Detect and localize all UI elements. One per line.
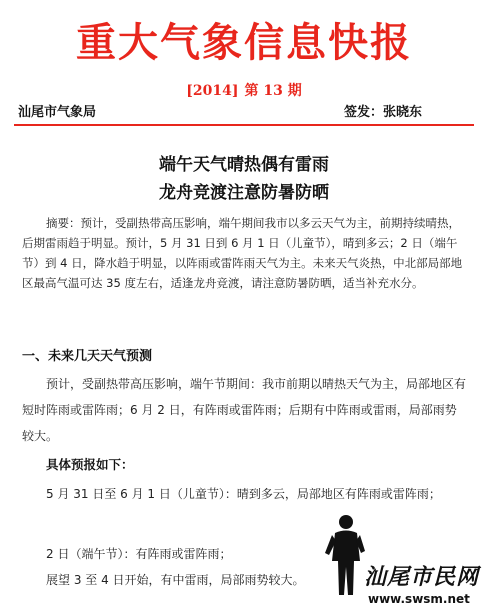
masthead-divider — [14, 124, 474, 126]
watermark-url: www.swsm.net — [368, 592, 470, 606]
masthead-title: 重大气象信息快报 — [76, 19, 412, 66]
headline-line-1: 端午天气晴热偶有雷雨 — [159, 155, 329, 175]
section-1-paragraph: 预计，受副热带高压影响，端午节期间：我市前期以晴热天气为主，局部地区有短时阵雨或雷阵雨；6 月 2 日，有阵雨或雷阵雨；后期有中阵雨或雷雨，局部雨势较大。 — [22, 377, 467, 443]
issue-number: 第 13 期 — [244, 83, 302, 99]
issuing-office: 汕尾市气象局 — [18, 105, 97, 120]
watermark-logo-text: 汕尾市民网 — [364, 564, 480, 590]
headline-line-2: 龙舟竞渡注意防暑防晒 — [159, 183, 329, 203]
issue-year: [2014] — [186, 83, 239, 99]
signer: 签发：张晓东 — [344, 105, 423, 120]
issue-line — [0, 80, 488, 100]
forecast-title: 具体预报如下： — [46, 457, 134, 472]
forecast-line-1: 5 月 31 日至 6 月 1 日（儿童节）：晴到多云，局部地区有阵雨或雷阵雨； — [46, 487, 441, 501]
person-silhouette-icon — [322, 513, 366, 597]
watermark — [318, 511, 488, 607]
abstract-paragraph: 摘要：预计，受副热带高压影响，端午期间我市以多云天气为主，前期持续晴热，后期雷雨趋于明显。预计，5 月 31 日到 6 月 1 日（儿童节），晴到多云；2 日（端午节）到 4 日，降水趋于明显，以阵雨或雷阵雨天气为主。未来天气炎热，中北部局部地区最高气温可达 35 度左右，适逢龙舟竞渡，请注意防暑防晒，适当补充水分。 — [22, 216, 463, 290]
forecast-line-3: 展望 3 至 4 日开始，有中雷雨，局部雨势较大。 — [46, 573, 305, 587]
section-1-title: 一、未来几天天气预测 — [22, 349, 153, 364]
forecast-line-2: 2 日（端午节）：有阵雨或雷阵雨； — [46, 547, 232, 561]
